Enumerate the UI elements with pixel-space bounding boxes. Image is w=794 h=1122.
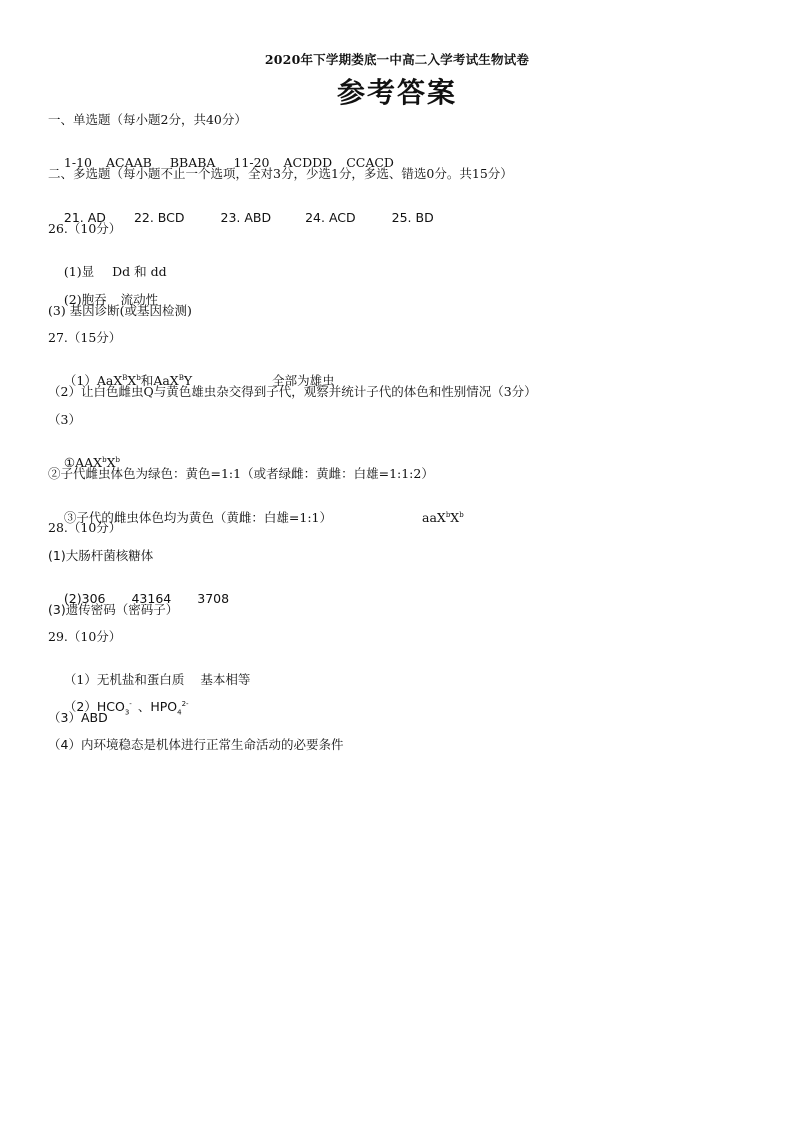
q27-case-1: $①AAX^bX^b$	[63, 455, 120, 470]
q29-answer-2: $(2)HCO_3^-$ 、$HPO_4^{2-}$	[63, 699, 189, 717]
q28-header: 28.（10分）	[48, 520, 122, 535]
q26-answer-1: (1)显 Dd 和 dd	[63, 264, 167, 279]
answer-22: 22. BCD	[133, 210, 185, 225]
q28-answer-3: (3)遗传密码（密码子）	[48, 602, 179, 617]
genotype-female: $AaX^BX^b$	[96, 373, 141, 388]
q27-case-3: ③子代的雌虫体色均为黄色（黄雌：白雄=1:1） $aaX^bX^b$	[63, 510, 464, 525]
q29-answer-4: （4）内环境稳态是机体进行正常生命活动的必要条件	[48, 737, 344, 752]
q29-answer-1: （1）无机盐和蛋白质 基本相等	[63, 672, 251, 687]
q26-header: 26.（10分）	[48, 221, 122, 236]
answer-21: 21. AD	[63, 210, 106, 225]
q26-answer-3: (3) 基因诊断(或基因检测)	[48, 303, 192, 318]
answer-23: 23. ABD	[220, 210, 272, 225]
genotype-case-3: $aaX^bX^b$	[422, 510, 464, 525]
answers-6-10: BBABA	[169, 155, 216, 170]
range-1-10: 1-10	[63, 155, 92, 170]
section2-header: 二、多选题（每小题不止一个选项，全对3分，少选1分，多选、错选0分。共15分）	[48, 166, 513, 181]
answers-1-5: ACAAB	[106, 155, 152, 170]
answer-24: 24. ACD	[305, 210, 356, 225]
answers-16-20: CCACD	[346, 155, 394, 170]
q29-answer-3: （3）ABD	[48, 710, 108, 725]
q27-answer-3-label: （3）	[48, 412, 81, 427]
q28-answer-2: (2)306 43164 3708	[63, 591, 230, 606]
answer-key-heading: 参考答案	[336, 76, 457, 109]
section1-header: 一、单选题（每小题2分，共40分）	[48, 112, 247, 127]
q27-answer-1: $(1)AaX^BX^b$和AaX$^B$Y 全部为雄虫	[63, 373, 335, 388]
q29-header: 29.（10分）	[48, 629, 122, 644]
q27-case-2: ②子代雌虫体色为绿色：黄色=1:1（或者绿雌：黄雌：白雄=1:1:2）	[48, 466, 434, 481]
q27-result-1: 全部为雄虫	[272, 373, 335, 388]
exam-title: 2020年下学期娄底一中高二入学考试生物试卷	[264, 52, 530, 67]
answer-25: 25. BD	[391, 210, 434, 225]
q27-answer-2: （2）让白色雌虫Q与黄色雄虫杂交得到子代，观察并统计子代的体色和性别情况（3分）	[48, 384, 537, 399]
answers-11-15: ACDDD	[283, 155, 333, 170]
q26-answer-2: (2)胞吞 流动性	[63, 292, 159, 307]
range-11-20: 11-20	[233, 155, 270, 170]
q28-answer-1: (1)大肠杆菌核糖体	[48, 548, 154, 563]
q27-header: 27.（15分）	[48, 330, 122, 345]
genotype-male: AaX$^B$Y	[153, 373, 193, 388]
